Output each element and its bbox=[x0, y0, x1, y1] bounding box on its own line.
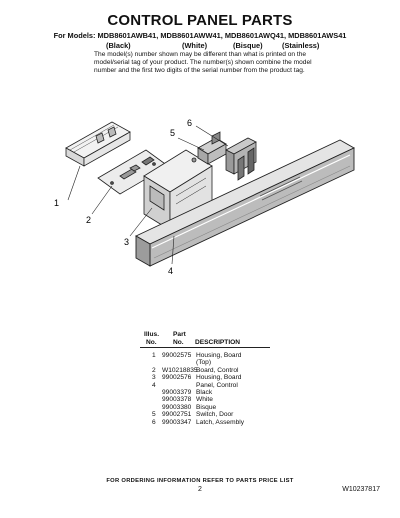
table-row bbox=[140, 359, 340, 366]
part-no: 99003378 bbox=[162, 396, 192, 404]
part-no: 99002576 bbox=[162, 374, 192, 382]
part-no: W10218835 bbox=[162, 366, 198, 374]
callout-5: 5 bbox=[170, 128, 176, 138]
table-row bbox=[140, 367, 340, 374]
illus-no: 2 bbox=[152, 366, 156, 374]
illus-no: 4 bbox=[152, 381, 156, 389]
description: Bisque bbox=[196, 403, 217, 411]
leader-1 bbox=[68, 166, 80, 200]
description: Black bbox=[196, 388, 213, 396]
table-row bbox=[140, 404, 340, 411]
page-title: CONTROL PANEL PARTS bbox=[107, 12, 293, 29]
header-divider bbox=[140, 347, 270, 348]
latch-assembly bbox=[226, 138, 256, 180]
note-line: model/serial tag of your product. The number(s) shown combine the model bbox=[94, 59, 312, 66]
variant-stainless: (Stainless) bbox=[282, 41, 320, 50]
board-housing-top bbox=[66, 122, 130, 166]
parts-table bbox=[140, 331, 340, 426]
variant-black: (Black) bbox=[106, 41, 131, 50]
col-part-line1: Part bbox=[173, 331, 186, 338]
variant-bisque: (Bisque) bbox=[233, 41, 263, 50]
callout-4: 4 bbox=[168, 266, 174, 276]
callout-3: 3 bbox=[124, 237, 130, 247]
illus-no: 3 bbox=[152, 374, 156, 382]
part-no: 99003379 bbox=[162, 388, 192, 396]
table-row bbox=[140, 411, 340, 418]
callout-2: 2 bbox=[86, 215, 92, 225]
part-no: 99003380 bbox=[162, 403, 192, 411]
illus-no: 1 bbox=[152, 352, 156, 359]
part-no: 99002575 bbox=[162, 352, 192, 359]
description: Housing, Board bbox=[196, 352, 242, 359]
part-no: 99003347 bbox=[162, 418, 192, 426]
col-illus-line1: Illus. bbox=[144, 331, 160, 338]
model-list: For Models: MDB8601AWB41, MDB8601AWW41, MDB8601AWQ41, MDB8601AWS41 bbox=[53, 31, 347, 40]
page-number: 2 bbox=[198, 486, 202, 493]
col-part-line2: No. bbox=[173, 339, 184, 346]
leader-5 bbox=[178, 138, 204, 150]
variant-white: (White) bbox=[182, 41, 208, 50]
description: (Top) bbox=[196, 359, 212, 367]
part-no: 99002751 bbox=[162, 411, 192, 419]
description: Switch, Door bbox=[196, 411, 234, 419]
table-header bbox=[140, 331, 340, 348]
table-rows bbox=[140, 352, 340, 426]
table-row bbox=[140, 419, 340, 426]
document-id: W10237817 bbox=[342, 486, 380, 493]
callout-1: 1 bbox=[54, 198, 60, 208]
description: White bbox=[196, 396, 213, 404]
table-row bbox=[140, 374, 340, 381]
description: Board, Control bbox=[196, 366, 239, 374]
note-line: The model(s) number shown may be different than what is printed on the bbox=[94, 51, 307, 58]
col-description: DESCRIPTION bbox=[195, 339, 241, 346]
table-row bbox=[140, 396, 340, 403]
leader-2 bbox=[92, 186, 112, 214]
door-switch bbox=[198, 132, 226, 164]
col-illus-line2: No. bbox=[146, 339, 157, 346]
table-row bbox=[140, 389, 340, 396]
illus-no: 6 bbox=[152, 418, 156, 426]
illus-no: 5 bbox=[152, 411, 156, 419]
description: Latch, Assembly bbox=[196, 418, 245, 426]
description: Housing, Board bbox=[196, 374, 242, 382]
note-line: number and the first two digits of the serial number from the product tag. bbox=[94, 67, 305, 74]
ordering-info: FOR ORDERING INFORMATION REFER TO PARTS PRICE LIST bbox=[106, 478, 294, 484]
table-row bbox=[140, 382, 340, 389]
callout-6: 6 bbox=[187, 118, 193, 128]
table-row bbox=[140, 352, 340, 359]
description: Panel, Control bbox=[196, 381, 238, 389]
